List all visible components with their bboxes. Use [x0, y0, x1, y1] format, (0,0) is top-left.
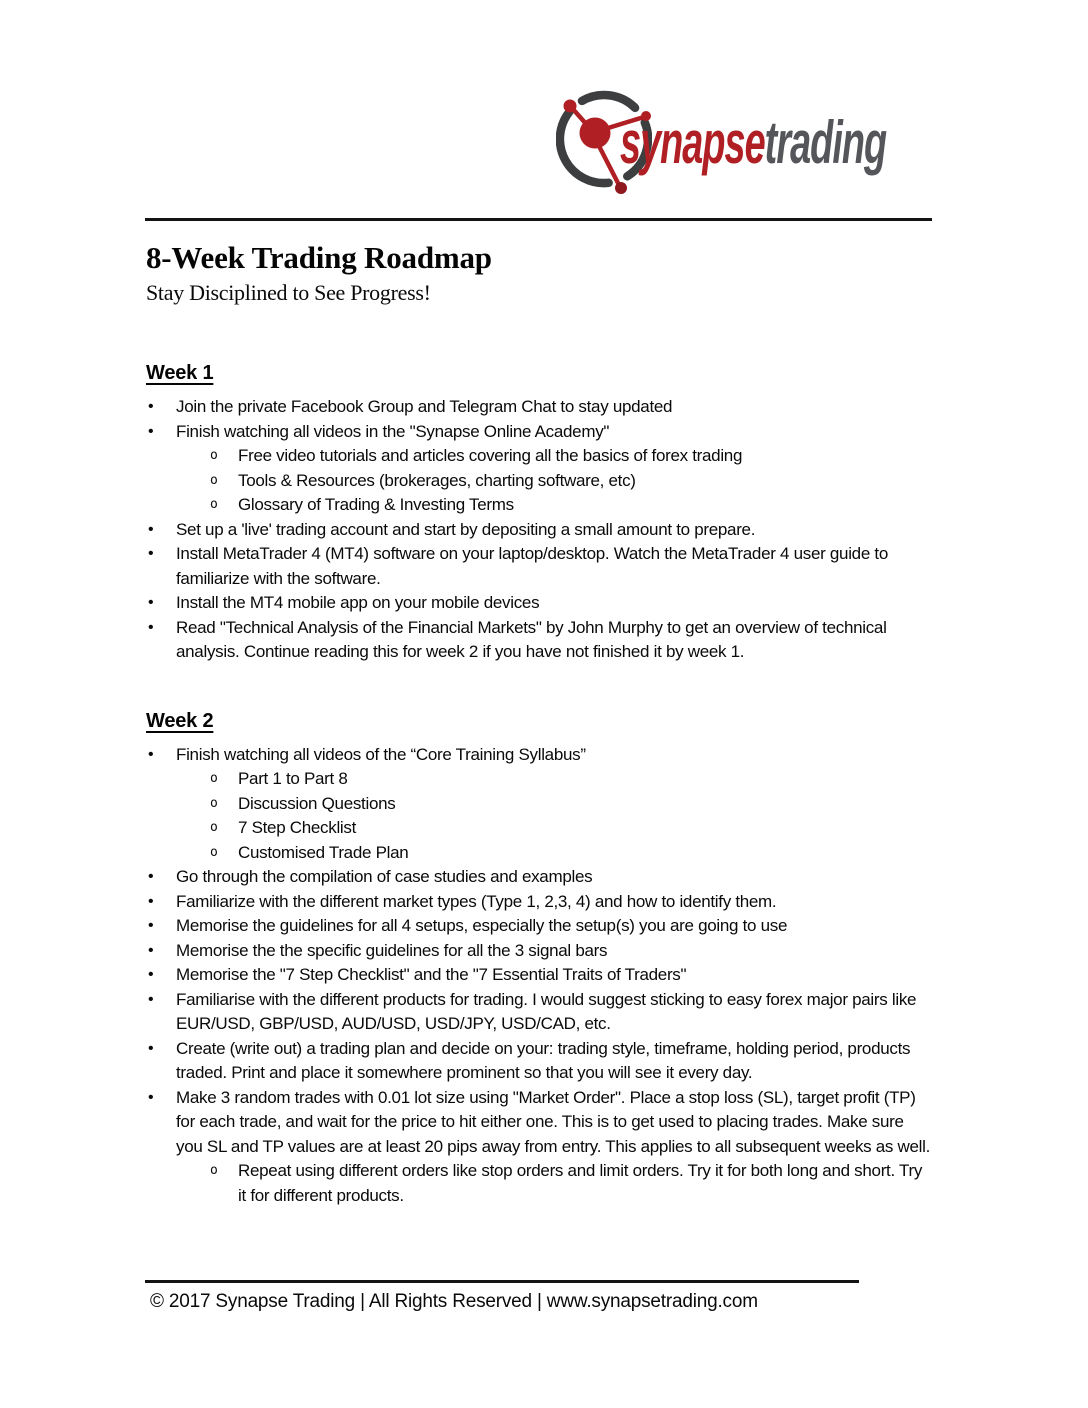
list-item	[146, 616, 934, 665]
sub-list-item	[146, 493, 934, 518]
circle-bullet-icon: o	[210, 820, 218, 835]
list-item-text: Create (write out) a trading plan and decide on your: trading style, timeframe, holding period, products traded. Print and place it somewhere prominent so that you will see it every day.	[176, 1038, 911, 1082]
sub-list-item	[146, 767, 934, 792]
bullet-icon: •	[148, 422, 154, 440]
list-item	[146, 1086, 934, 1160]
list-item-text: Join the private Facebook Group and Telegram Chat to stay updated	[176, 397, 673, 416]
list-item-text: Finish watching all videos in the "Synapse Online Academy"	[176, 421, 610, 441]
list-item-text: Memorise the guidelines for all 4 setups, especially the setup(s) you are going to use	[176, 916, 788, 935]
circle-bullet-icon: o	[210, 844, 218, 860]
list-item	[146, 743, 934, 768]
page-subtitle: Stay Disciplined to See Progress!	[146, 280, 431, 305]
sections	[146, 361, 934, 1208]
circle-bullet-icon: o	[210, 795, 218, 811]
bullet-list	[146, 743, 934, 1209]
list-item	[146, 518, 934, 543]
list-item	[146, 865, 934, 890]
sub-list-item	[146, 816, 934, 841]
list-item-text: Memorise the the specific guidelines for all the 3 signal bars	[176, 940, 608, 960]
list-item	[146, 420, 934, 445]
bullet-icon: •	[148, 594, 154, 611]
title-block	[146, 239, 492, 308]
logo-wordmark	[620, 108, 886, 178]
sub-list-item	[146, 444, 934, 469]
sub-list-item-text: 7 Step Checklist	[238, 818, 357, 837]
bullet-icon: •	[148, 745, 154, 763]
footer-rule	[145, 1280, 859, 1283]
sub-list-item-text: Part 1 to Part 8	[238, 769, 348, 788]
bullet-icon: •	[148, 941, 154, 959]
bullet-icon: •	[148, 966, 154, 983]
sub-list-item	[146, 841, 934, 866]
bullet-icon: •	[148, 618, 154, 636]
bullet-icon: •	[148, 892, 154, 910]
bullet-icon: •	[148, 545, 154, 562]
list-item	[146, 1037, 934, 1086]
sub-list-item	[146, 1159, 934, 1208]
circle-bullet-icon: o	[210, 497, 218, 512]
list-item-text: Install MetaTrader 4 (MT4) software on your laptop/desktop. Watch the MetaTrader 4 user guide to familiarize with the software.	[176, 544, 888, 588]
bullet-icon: •	[148, 520, 154, 538]
bullet-icon: •	[148, 990, 154, 1008]
sub-list-item	[146, 469, 934, 494]
sub-list-item-text: Discussion Questions	[238, 793, 396, 813]
list-item-text: Set up a 'live' trading account and start by depositing a small amount to prepare.	[176, 519, 756, 539]
bullet-icon: •	[148, 917, 154, 934]
week-section	[146, 361, 934, 665]
bullet-icon: •	[148, 1088, 154, 1106]
week-heading: Week 1	[146, 362, 214, 384]
list-item-text: Make 3 random trades with 0.01 lot size using "Market Order". Place a stop loss (SL), target profit (TP) for each trade, and wait for the price to hit either one. This is to get used to placing trades. Make sure you SL and TP values are at least 20 pips away from entry. This applies to all subsequent weeks as well.	[176, 1087, 931, 1156]
logo-brand-primary: synapse	[620, 109, 765, 176]
circle-bullet-icon: o	[210, 448, 218, 463]
list-item	[146, 939, 934, 964]
sub-list-item	[146, 792, 934, 817]
bullet-icon: •	[148, 1039, 154, 1057]
list-item-text: Finish watching all videos of the “Core Training Syllabus”	[176, 744, 586, 764]
list-item-text: Familiarize with the different market types (Type 1, 2,3, 4) and how to identify them.	[176, 891, 777, 911]
list-item	[146, 988, 934, 1037]
bullet-icon: •	[148, 398, 154, 415]
logo-brand-secondary: trading	[764, 109, 887, 176]
circle-bullet-icon: o	[210, 1163, 218, 1178]
list-item-text: Install the MT4 mobile app on your mobile devices	[176, 593, 540, 612]
logo	[556, 86, 936, 201]
week-heading: Week 2	[146, 709, 214, 732]
list-item	[146, 542, 934, 591]
list-item-text: Read "Technical Analysis of the Financial Markets" by John Murphy to get an overview of technical analysis. Continue reading this for week 2 if you have not finished it by week 1.	[176, 617, 887, 661]
sub-list-item-text: Customised Trade Plan	[238, 842, 409, 862]
list-item	[146, 890, 934, 915]
week-section	[146, 709, 934, 1209]
list-item	[146, 591, 934, 616]
list-item-text: Memorise the "7 Step Checklist" and the "7 Essential Traits of Traders"	[176, 965, 687, 984]
list-item-text: Familiarise with the different products for trading. I would suggest sticking to easy forex major pairs like EUR/USD, GBP/USD, AUD/USD, USD/JPY, USD/CAD, etc.	[176, 989, 917, 1033]
sub-list-item-text: Repeat using different orders like stop orders and limit orders. Try it for both long and short. Try it for different products.	[238, 1161, 923, 1205]
list-item	[146, 395, 934, 420]
header-rule	[145, 218, 932, 221]
sub-list-item-text: Tools & Resources (brokerages, charting software, etc)	[238, 470, 636, 490]
circle-bullet-icon: o	[210, 472, 218, 488]
sub-list-item-text: Glossary of Trading & Investing Terms	[238, 495, 514, 514]
bullet-list	[146, 395, 934, 665]
circle-bullet-icon: o	[210, 771, 218, 786]
list-item	[146, 914, 934, 939]
footer-text: © 2017 Synapse Trading | All Rights Reserved | www.synapsetrading.com	[150, 1291, 758, 1312]
sub-list-item-text: Free video tutorials and articles covering all the basics of forex trading	[238, 446, 743, 465]
bullet-icon: •	[148, 868, 154, 885]
list-item-text: Go through the compilation of case studies and examples	[176, 867, 593, 886]
list-item	[146, 963, 934, 988]
page-title: 8-Week Trading Roadmap	[146, 240, 492, 275]
